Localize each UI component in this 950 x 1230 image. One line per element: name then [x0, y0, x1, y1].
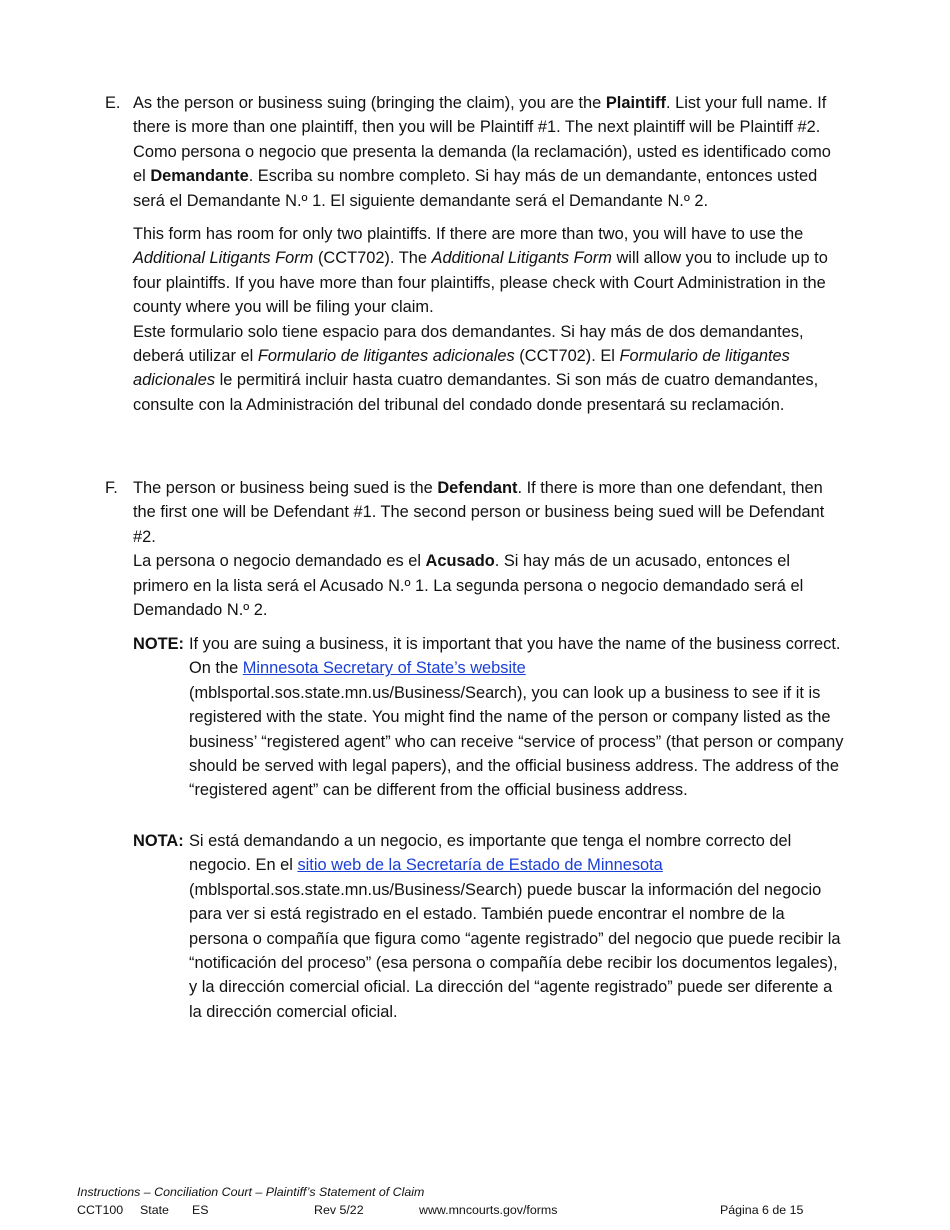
section-e-spanish-2: Este formulario solo tiene espacio para dos demandantes. Si hay más de dos demandantes, deberá utilizar el Formulario de litigantes adicionales (CCT702). El Formulario de litigantes adicionales le permitirá incluir hasta cuatro demandantes. Si son más de cuatro demandantes, consulte con la Administración del tribunal del condado donde presentará su reclamación.	[133, 322, 819, 414]
footer-revision: Rev 5/22	[314, 1203, 364, 1217]
section-f-spanish: La persona o negocio demandado es el Acusado. Si hay más de un acusado, entonces el primero en la lista será el Acusado N.º 1. La segunda persona o negocio demandado será el Demandado N.º 2.	[133, 552, 804, 620]
section-f-letter: F.	[105, 479, 118, 497]
footer-url: www.mncourts.gov/forms	[419, 1203, 558, 1217]
section-e-english-1: As the person or business suing (bringing the claim), you are the Plaintiff. List your full name. If there is more than one plaintiff, then you will be Plaintiff #1. The next plaintiff will be Plaintiff #2.	[133, 94, 827, 137]
section-e	[105, 91, 845, 417]
page-footer	[77, 1183, 817, 1219]
nota-label: NOTA:	[133, 832, 184, 850]
section-e-letter: E.	[105, 94, 121, 112]
footer-title: Instructions – Conciliation Court – Plaintiff’s Statement of Claim	[77, 1185, 425, 1199]
note-spanish	[133, 829, 845, 1024]
footer-language: ES	[192, 1203, 209, 1217]
note-english	[133, 632, 845, 803]
note-text: If you are suing a business, it is important that you have the name of the business correct. On the Minnesota Secretary of State’s website (mblsportal.sos.state.mn.us/Business/Search), you can look up a business to see if it is registered with the state. You might find the name of the person or company listed as the business’ “registered agent” who can receive “service of process” (that person or company should be served with legal papers), and the official business address. The address of the “registered agent” can be different from the official business address.	[189, 635, 844, 800]
section-e-spanish-1: Como persona o negocio que presenta la demanda (la reclamación), usted es identificado como el Demandante. Escriba su nombre completo. Si hay más de un demandante, entonces usted será el Demandante N.º 1. El siguiente demandante será el Demandante N.º 2.	[133, 142, 831, 210]
section-f	[105, 476, 845, 622]
footer-form-number: CCT100	[77, 1203, 124, 1217]
footer-state: State	[140, 1203, 169, 1217]
section-e-english-2: This form has room for only two plaintiffs. If there are more than two, you will have to use the Additional Litigants Form (CCT702). The Additional Litigants Form will allow you to include up to four plaintiffs. If you have more than four plaintiffs, please check with Court Administration in the county where you will be filing your claim.	[133, 225, 828, 317]
nota-text: Si está demandando a un negocio, es importante que tenga el nombre correcto del negocio. En el sitio web de la Secretaría de Estado de Minnesota (mblsportal.sos.state.mn.us/Business/Search) puede buscar la información del negocio para ver si está registrado en el estado. También puede encontrar el nombre de la persona o compañía que figura como “agente registrado” del negocio que puede recibir la “notificación del proceso” (esa persona o compañía debe recibir los documentos legales), y la dirección comercial oficial. La dirección del “agente registrado” puede ser diferente a la dirección comercial oficial.	[189, 832, 841, 1021]
sos-website-link[interactable]: Minnesota Secretary of State’s website	[242, 659, 526, 678]
note-label: NOTE:	[133, 635, 184, 653]
footer-page-number: Página 6 de 15	[720, 1203, 804, 1217]
section-f-english: The person or business being sued is the Defendant. If there is more than one defendant, then the first one will be Defendant #1. The second person or business being sued will be Defendant #2.	[133, 479, 825, 546]
sos-website-link-es[interactable]: sitio web de la Secretaría de Estado de Minnesota	[297, 856, 663, 875]
